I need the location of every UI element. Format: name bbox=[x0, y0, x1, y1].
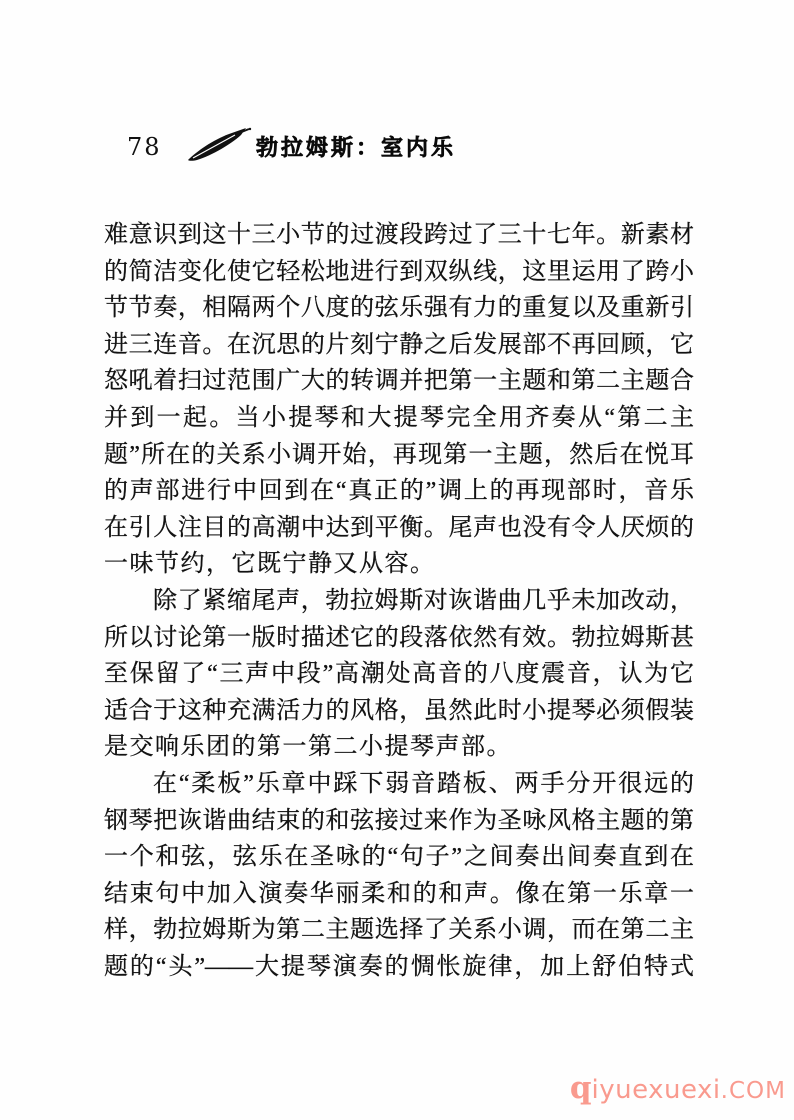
text-line: 钢琴把诙谐曲结束的和弦接过来作为圣咏风格主题的第 bbox=[104, 807, 694, 834]
text-line: 样，勃拉姆斯为第二主题选择了关系小调，而在第二主 bbox=[104, 917, 694, 944]
text-line: 怒吼着扫过范围广大的转调并把第一主题和第二主题合 bbox=[104, 368, 694, 395]
chapter-title: 勃拉姆斯：室内乐 bbox=[256, 135, 457, 160]
text-line: 除了紧缩尾声，勃拉姆斯对诙谐曲几乎未加改动， bbox=[153, 587, 694, 614]
running-head bbox=[0, 124, 794, 168]
text-line: 在引人注目的高潮中达到平衡。尾声也没有令人厌烦的 bbox=[104, 514, 694, 541]
text-line: 的简洁变化使它轻松地进行到双纵线，这里运用了跨小 bbox=[104, 258, 694, 285]
watermark-suffix: .COM bbox=[720, 1078, 786, 1104]
text-line: 题”所在的关系小调开始，再现第一主题，然后在悦耳 bbox=[104, 441, 694, 468]
text-line: 难意识到这十三小节的过渡段跨过了三十七年。新素材 bbox=[104, 222, 694, 248]
text-line: 结束句中加入演奏华丽柔和的和声。像在第一乐章一 bbox=[104, 880, 694, 907]
text-line: 并到一起。当小提琴和大提琴完全用齐奏从“第二主 bbox=[104, 404, 694, 431]
text-line: 在“柔板”乐章中踩下弱音踏板、两手分开很远的 bbox=[153, 770, 694, 797]
quill-icon bbox=[183, 126, 253, 166]
text-line: 所以讨论第一版时描述它的段落依然有效。勃拉姆斯甚 bbox=[104, 624, 694, 651]
text-line: 进三连音。在沉思的片刻宁静之后发展部不再回顾，它 bbox=[104, 331, 694, 358]
watermark-initial: q bbox=[569, 1070, 592, 1106]
watermark-text: iyuexuexi bbox=[591, 1075, 721, 1105]
text-line: 节节奏，相隔两个八度的弦乐强有力的重复以及重新引 bbox=[104, 295, 694, 322]
text-line: 一个和弦，弦乐在圣咏的“句子”之间奏出间奏直到在 bbox=[104, 844, 694, 871]
page-number: 78 bbox=[127, 133, 162, 161]
text-line: 一味节约，它既宁静又从容。 bbox=[104, 551, 436, 578]
text-line: 适合于这种充满活力的风格，虽然此时小提琴必须假装 bbox=[104, 697, 694, 724]
text-line: 题的“头”——大提琴演奏的惆怅旋律，加上舒伯特式 bbox=[104, 953, 694, 980]
text-line: 的声部进行中回到在“真正的”调上的再现部时，音乐 bbox=[104, 478, 694, 505]
body-text bbox=[104, 217, 694, 985]
watermark bbox=[570, 1070, 786, 1106]
text-line: 是交响乐团的第一第二小提琴声部。 bbox=[104, 734, 512, 761]
text-line: 至保留了“三声中段”高潮处高音的八度震音，认为它 bbox=[104, 661, 694, 688]
